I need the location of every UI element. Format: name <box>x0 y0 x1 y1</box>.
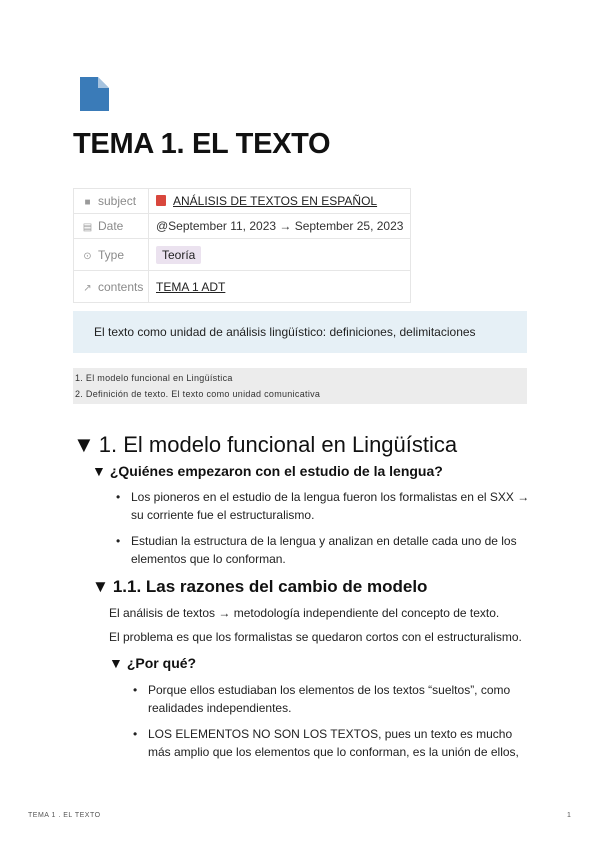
footer-title: TEMA 1 . EL TEXTO <box>28 812 101 819</box>
type-tag: Teoría <box>156 246 201 264</box>
list-item: • Estudian la estructura de la lengua y analizan en detalle cada uno de los elementos que lo conforman. <box>116 532 531 568</box>
subsection-heading[interactable] <box>92 463 443 479</box>
calendar-icon: ▤ <box>82 222 93 233</box>
book-icon: ■ <box>84 197 91 208</box>
property-row-subject <box>74 189 411 214</box>
property-row-contents <box>74 271 411 303</box>
subsection-heading[interactable] <box>92 577 427 597</box>
toggle-triangle-icon[interactable]: ▼ <box>109 655 123 671</box>
section-heading-text: 1. El modelo funcional en Lingüística <box>98 432 458 457</box>
paragraph: El análisis de textos → metodología independiente del concepto de texto. <box>109 606 500 620</box>
page-title: TEMA 1. EL TEXTO <box>73 128 331 160</box>
table-of-contents <box>73 368 527 404</box>
select-icon: ⊙ <box>83 250 92 262</box>
properties-table <box>73 188 411 303</box>
toggle-triangle-icon[interactable]: ▼ <box>73 432 95 457</box>
toggle-triangle-icon[interactable]: ▼ <box>92 463 106 479</box>
property-row-type <box>74 239 411 271</box>
property-label-contents: contents <box>98 279 144 294</box>
subsubsection-heading[interactable] <box>109 655 196 671</box>
list-item: • Los pioneros en el estudio de la lengua fueron los formalistas en el SXX → su corriente fue el estructuralismo. <box>116 488 531 524</box>
subject-link[interactable]: ANÁLISIS DE TEXTOS EN ESPAÑOL <box>173 194 378 208</box>
bullet-list <box>116 488 531 576</box>
callout: El texto como unidad de análisis lingüístico: definiciones, delimitaciones <box>73 311 527 353</box>
date-value: @September 11, 2023 → September 25, 2023 <box>149 214 411 239</box>
list-item: • Porque ellos estudiaban los elementos de los textos “sueltos”, como realidades independientes. <box>133 681 528 717</box>
red-book-icon <box>156 195 166 206</box>
bullet-list <box>133 681 528 769</box>
subsection-heading-text: 1.1. Las razones del cambio de modelo <box>112 577 428 596</box>
section-heading[interactable] <box>73 432 457 458</box>
toc-item[interactable]: 2. Definición de texto. El texto como unidad comunicativa <box>75 389 321 399</box>
list-item: • LOS ELEMENTOS NO SON LOS TEXTOS, pues un texto es mucho más amplio que los elementos que lo conforman, es la unión de ellos, <box>133 725 528 761</box>
page-icon <box>80 77 109 111</box>
toggle-triangle-icon[interactable]: ▼ <box>92 577 109 596</box>
arrow-up-right-icon: ↗ <box>83 282 92 294</box>
subsection-heading-text: ¿Quiénes empezaron con el estudio de la lengua? <box>109 463 443 479</box>
page-number: 1 <box>567 812 571 819</box>
paragraph: El problema es que los formalistas se quedaron cortos con el estructuralismo. <box>109 630 522 644</box>
contents-link[interactable]: TEMA 1 ADT <box>156 279 226 294</box>
property-label-date: Date <box>98 219 124 233</box>
property-row-date <box>74 214 411 239</box>
toc-item[interactable]: 1. El modelo funcional en Lingüística <box>75 373 233 383</box>
subsubsection-heading-text: ¿Por qué? <box>126 655 197 671</box>
property-label-subject: subject <box>98 194 137 208</box>
property-label-type: Type <box>98 247 125 262</box>
